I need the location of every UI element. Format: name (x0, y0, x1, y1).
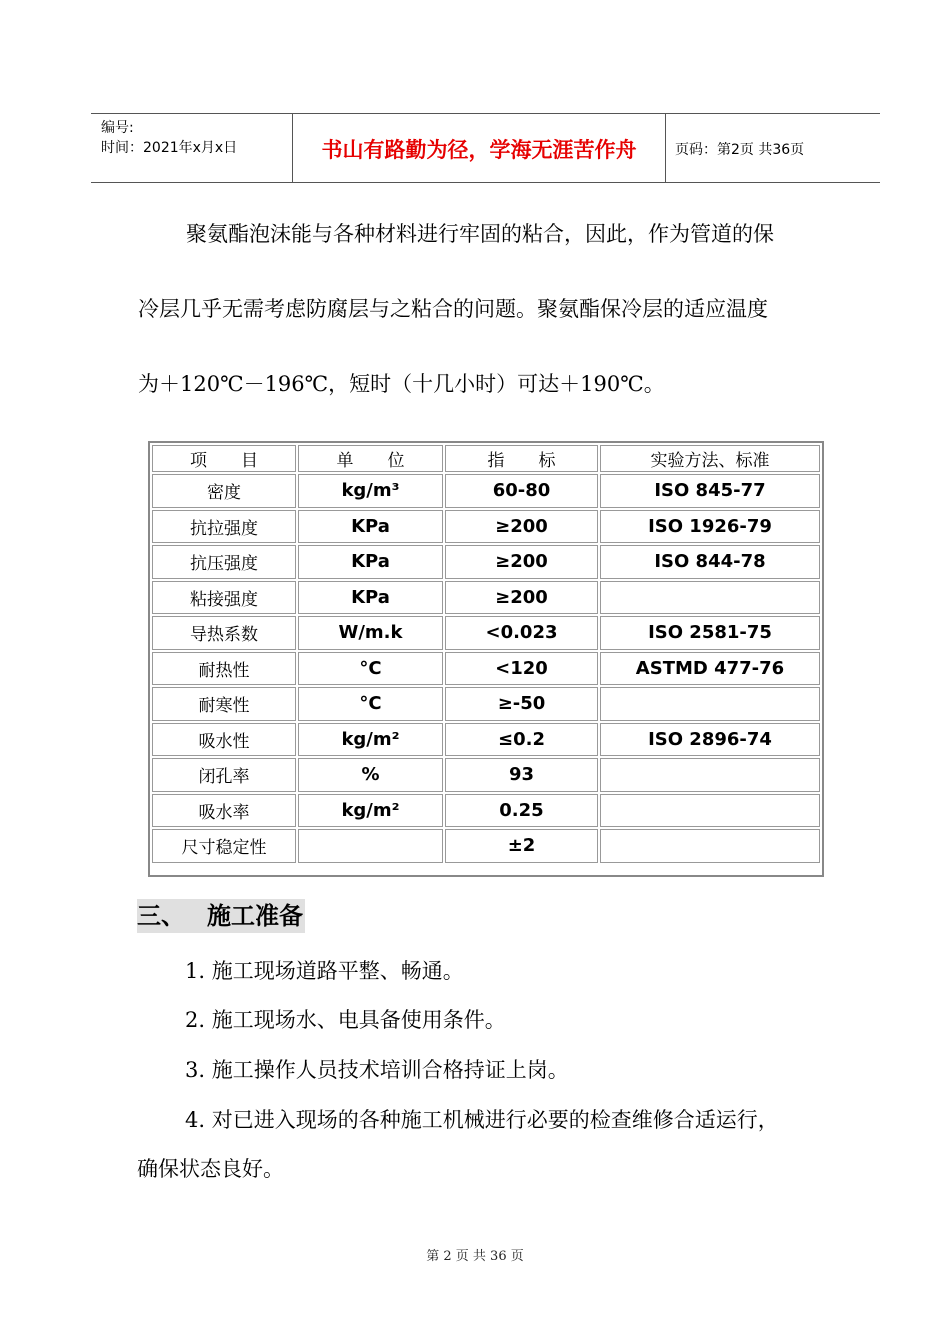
property-value: 0.25 (445, 794, 598, 828)
property-standard: ISO 845-77 (600, 474, 820, 508)
table-row (152, 616, 820, 650)
property-name: 吸水性 (152, 723, 296, 757)
property-unit: KPa (298, 581, 443, 615)
property-name: 粘接强度 (152, 581, 296, 615)
property-unit: °C (298, 687, 443, 721)
time-label: 时间：2021年x月x日 (101, 140, 238, 156)
property-value: ≥200 (445, 545, 598, 579)
property-value: <0.023 (445, 616, 598, 650)
column-header: 实验方法、标准 (600, 445, 820, 472)
table-row (152, 474, 820, 508)
table-row (152, 723, 820, 757)
property-unit: % (298, 758, 443, 792)
table-row (152, 652, 820, 686)
list-item: 3. 施工操作人员技术培训合格持证上岗。 (185, 1058, 569, 1082)
section-title: 施工准备 (207, 902, 303, 930)
property-value: ≥200 (445, 510, 598, 544)
property-name: 尺寸稳定性 (152, 829, 296, 863)
property-standard (600, 687, 820, 721)
property-value: 60-80 (445, 474, 598, 508)
header-motto: 书山有路勤为径，学海无涯苦作舟 (321, 138, 637, 162)
property-standard: ASTMD 477-76 (600, 652, 820, 686)
property-name: 吸水率 (152, 794, 296, 828)
table-row (152, 510, 820, 544)
table-row (152, 545, 820, 579)
table-header-row (152, 445, 820, 472)
property-name: 密度 (152, 474, 296, 508)
property-value: ≥-50 (445, 687, 598, 721)
property-value: ≤0.2 (445, 723, 598, 757)
property-standard: ISO 1926-79 (600, 510, 820, 544)
property-unit: kg/m² (298, 723, 443, 757)
paragraph-line: 冷层几乎无需考虑防腐层与之粘合的问题。聚氨酯保冷层的适应温度 (138, 297, 768, 321)
property-unit: °C (298, 652, 443, 686)
column-header: 单 位 (298, 445, 443, 472)
property-standard: ISO 844-78 (600, 545, 820, 579)
property-value: ≥200 (445, 581, 598, 615)
section-number: 三、 (137, 902, 185, 930)
property-name: 抗拉强度 (152, 510, 296, 544)
property-standard (600, 758, 820, 792)
page-footer: 第 2 页 共 36 页 (426, 1249, 524, 1264)
property-standard (600, 829, 820, 863)
property-name: 耐热性 (152, 652, 296, 686)
list-item: 1. 施工现场道路平整、畅通。 (185, 959, 464, 983)
table-row (152, 758, 820, 792)
property-name: 耐寒性 (152, 687, 296, 721)
properties-table (148, 441, 824, 877)
document-header (91, 113, 880, 183)
property-standard (600, 794, 820, 828)
header-divider (665, 114, 666, 182)
property-unit: KPa (298, 510, 443, 544)
property-name: 抗压强度 (152, 545, 296, 579)
property-unit: kg/m² (298, 794, 443, 828)
property-unit: KPa (298, 545, 443, 579)
property-unit (298, 829, 443, 863)
header-meta (101, 118, 237, 158)
list-item: 4. 对已进入现场的各种施工机械进行必要的检查维修合适运行， (185, 1108, 779, 1132)
property-value: ±2 (445, 829, 598, 863)
property-value: 93 (445, 758, 598, 792)
paragraph-line: 为＋120℃－196℃，短时（十几小时）可达＋190℃。 (138, 372, 665, 396)
table-row (152, 794, 820, 828)
property-standard (600, 581, 820, 615)
list-item-continuation: 确保状态良好。 (137, 1157, 284, 1181)
header-page-info: 页码：第2页 共36页 (675, 142, 805, 158)
property-name: 导热系数 (152, 616, 296, 650)
table-row (152, 829, 820, 863)
number-label: 编号: (101, 120, 134, 136)
property-standard: ISO 2896-74 (600, 723, 820, 757)
property-name: 闭孔率 (152, 758, 296, 792)
property-value: <120 (445, 652, 598, 686)
table-row (152, 687, 820, 721)
property-standard: ISO 2581-75 (600, 616, 820, 650)
table-row (152, 581, 820, 615)
list-item: 2. 施工现场水、电具备使用条件。 (185, 1008, 506, 1032)
section-heading (137, 899, 305, 933)
property-unit: W/m.k (298, 616, 443, 650)
column-header: 项 目 (152, 445, 296, 472)
column-header: 指 标 (445, 445, 598, 472)
paragraph-line: 聚氨酯泡沫能与各种材料进行牢固的粘合，因此，作为管道的保 (186, 222, 774, 246)
property-unit: kg/m³ (298, 474, 443, 508)
